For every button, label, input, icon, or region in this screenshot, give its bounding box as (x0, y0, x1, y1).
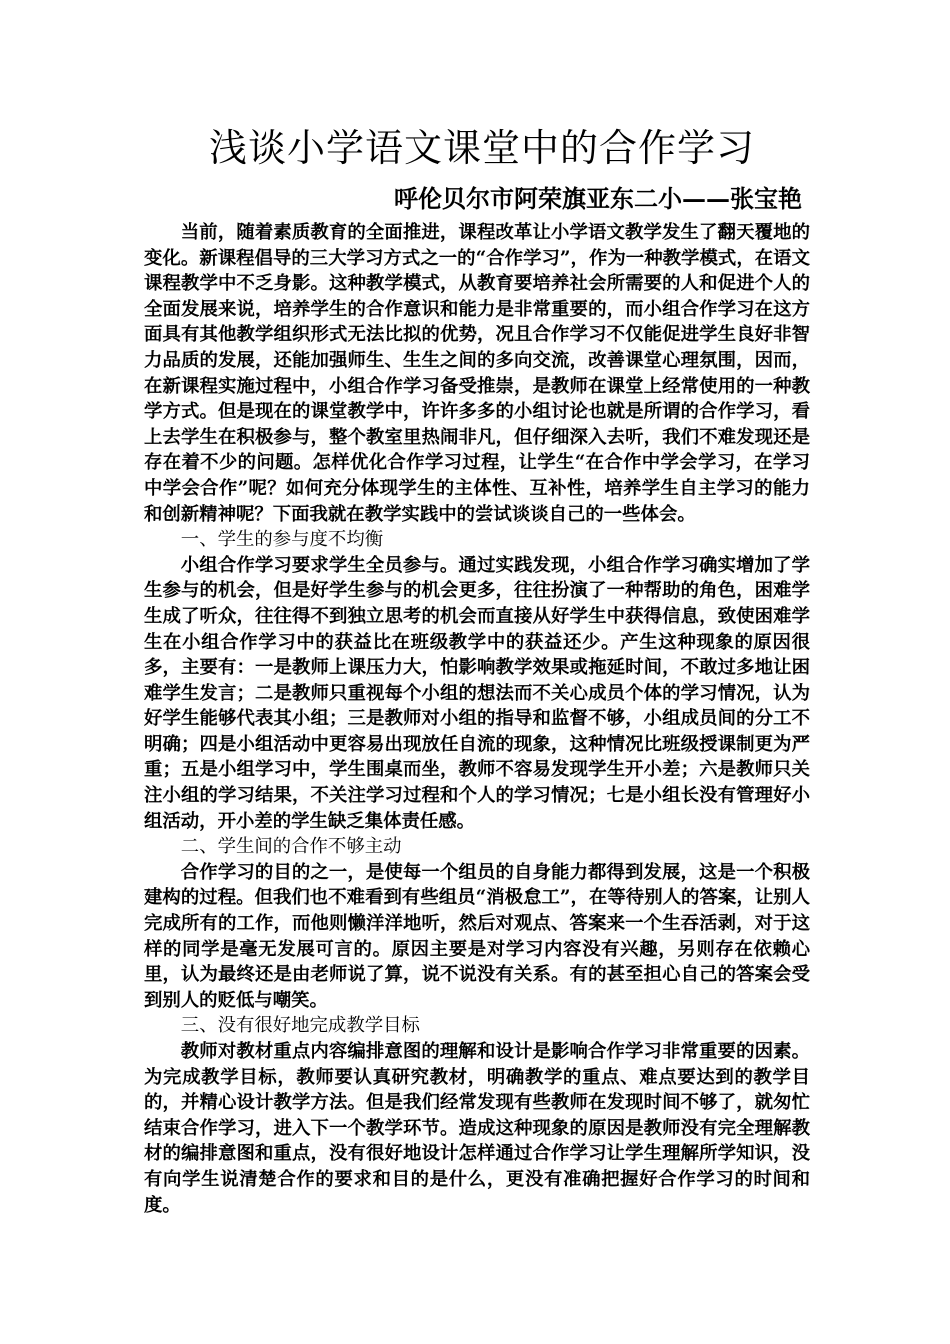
document-page (144, 120, 810, 1218)
author-line: 呼伦贝尔市阿荣旗亚东二小——张宝艳 (394, 184, 802, 213)
document-title: 浅谈小学语文课堂中的合作学习 (208, 126, 755, 170)
section-3-heading: 三、没有很好地完成教学目标 (180, 1015, 420, 1037)
intro-paragraph: 当前，随着素质教育的全面推进，课程改革让小学语文教学发生了翻天覆地的变化。新课程倡导的三大学习方式之一的“合作学习”，作为一种教学模式，在语文课程教学中不乏身影。这种教学模式，从教育要培养社会所需要的人和促进个人的全面发展来说，培养学生的合作意识和能力是非常重要的，而小组合作学习在这方面具有其他教学组织形式无法比拟的优势，况且合作学习不仅能促进学生良好非智力品质的发展，还能加强师生、生生之间的多向交流，改善课堂心理氛围，因而，在新课程实施过程中，小组合作学习备受推崇，是教师在课堂上经常使用的一种教学方式。但是现在的课堂教学中，许许多多的小组讨论也就是所谓的合作学习，看上去学生在积极参与，整个教室里热闹非凡，但仔细深入去听，我们不难发现还是存在着不少的问题。怎样优化合作学习过程，让学生“在合作中学会学习，在学习中学会合作”呢？如何充分体现学生的主体性、互补性，培养学生自主学习的能力和创新精神呢？下面我就在教学实践中的尝试谈谈自己的一些体会。 (144, 222, 810, 525)
section-1-body: 小组合作学习要求学生全员参与。通过实践发现，小组合作学习确实增加了学生参与的机会，但是好学生参与的机会更多，往往扮演了一种帮助的角色，困难学生成了听众，往往得不到独立思考的机会而直接从好学生中获得信息，致使困难学生在小组合作学习中的获益比在班级教学中的获益还少。产生这种现象的原因很多，主要有：一是教师上课压力大，怕影响教学效果或拖延时间，不敢过多地让困难学生发言；二是教师只重视每个小组的想法而不关心成员个体的学习情况，认为好学生能够代表其小组；三是教师对小组的指导和监督不够，小组成员间的分工不明确；四是小组活动中更容易出现放任自流的现象，这种情况比班级授课制更为严重；五是小组学习中，学生围桌而坐，教师不容易发现学生开小差；六是教师只关注小组的学习结果，不关注学习过程和个人的学习情况；七是小组长没有管理好小组活动，开小差的学生缺乏集体责任感。 (144, 554, 810, 832)
section-2-body: 合作学习的目的之一，是使每一个组员的自身能力都得到发展，这是一个积极建构的过程。但我们也不难看到有些组员“消极怠工”，在等待别人的答案，让别人完成所有的工作，而他则懒洋洋地听，然后对观点、答案来一个生吞活剥，对于这样的同学是毫无发展可言的。原因主要是对学习内容没有兴趣，另则存在依赖心里，认为最终还是由老师说了算，说不说没有关系。有的甚至担心自己的答案会受到别人的贬低与嘲笑。 (144, 861, 810, 1011)
section-1-heading: 一、学生的参与度不均衡 (180, 529, 384, 551)
section-2-heading: 二、学生间的合作不够主动 (180, 836, 402, 858)
section-3-body: 教师对教材重点内容编排意图的理解和设计是影响合作学习非常重要的因素。为完成教学目标，教师要认真研究教材，明确教学的重点、难点要达到的教学目的，并精心设计教学方法。但是我们经常发现有些教师在发现时间不够了，就匆忙结束合作学习，进入下一个教学环节。造成这种现象的原因是教师没有完全理解教材的编排意图和重点，没有很好地设计怎样通过合作学习让学生理解所学知识，没有向学生说清楚合作的要求和目的是什么，更没有准确把握好合作学习的时间和度。 (144, 1041, 810, 1216)
